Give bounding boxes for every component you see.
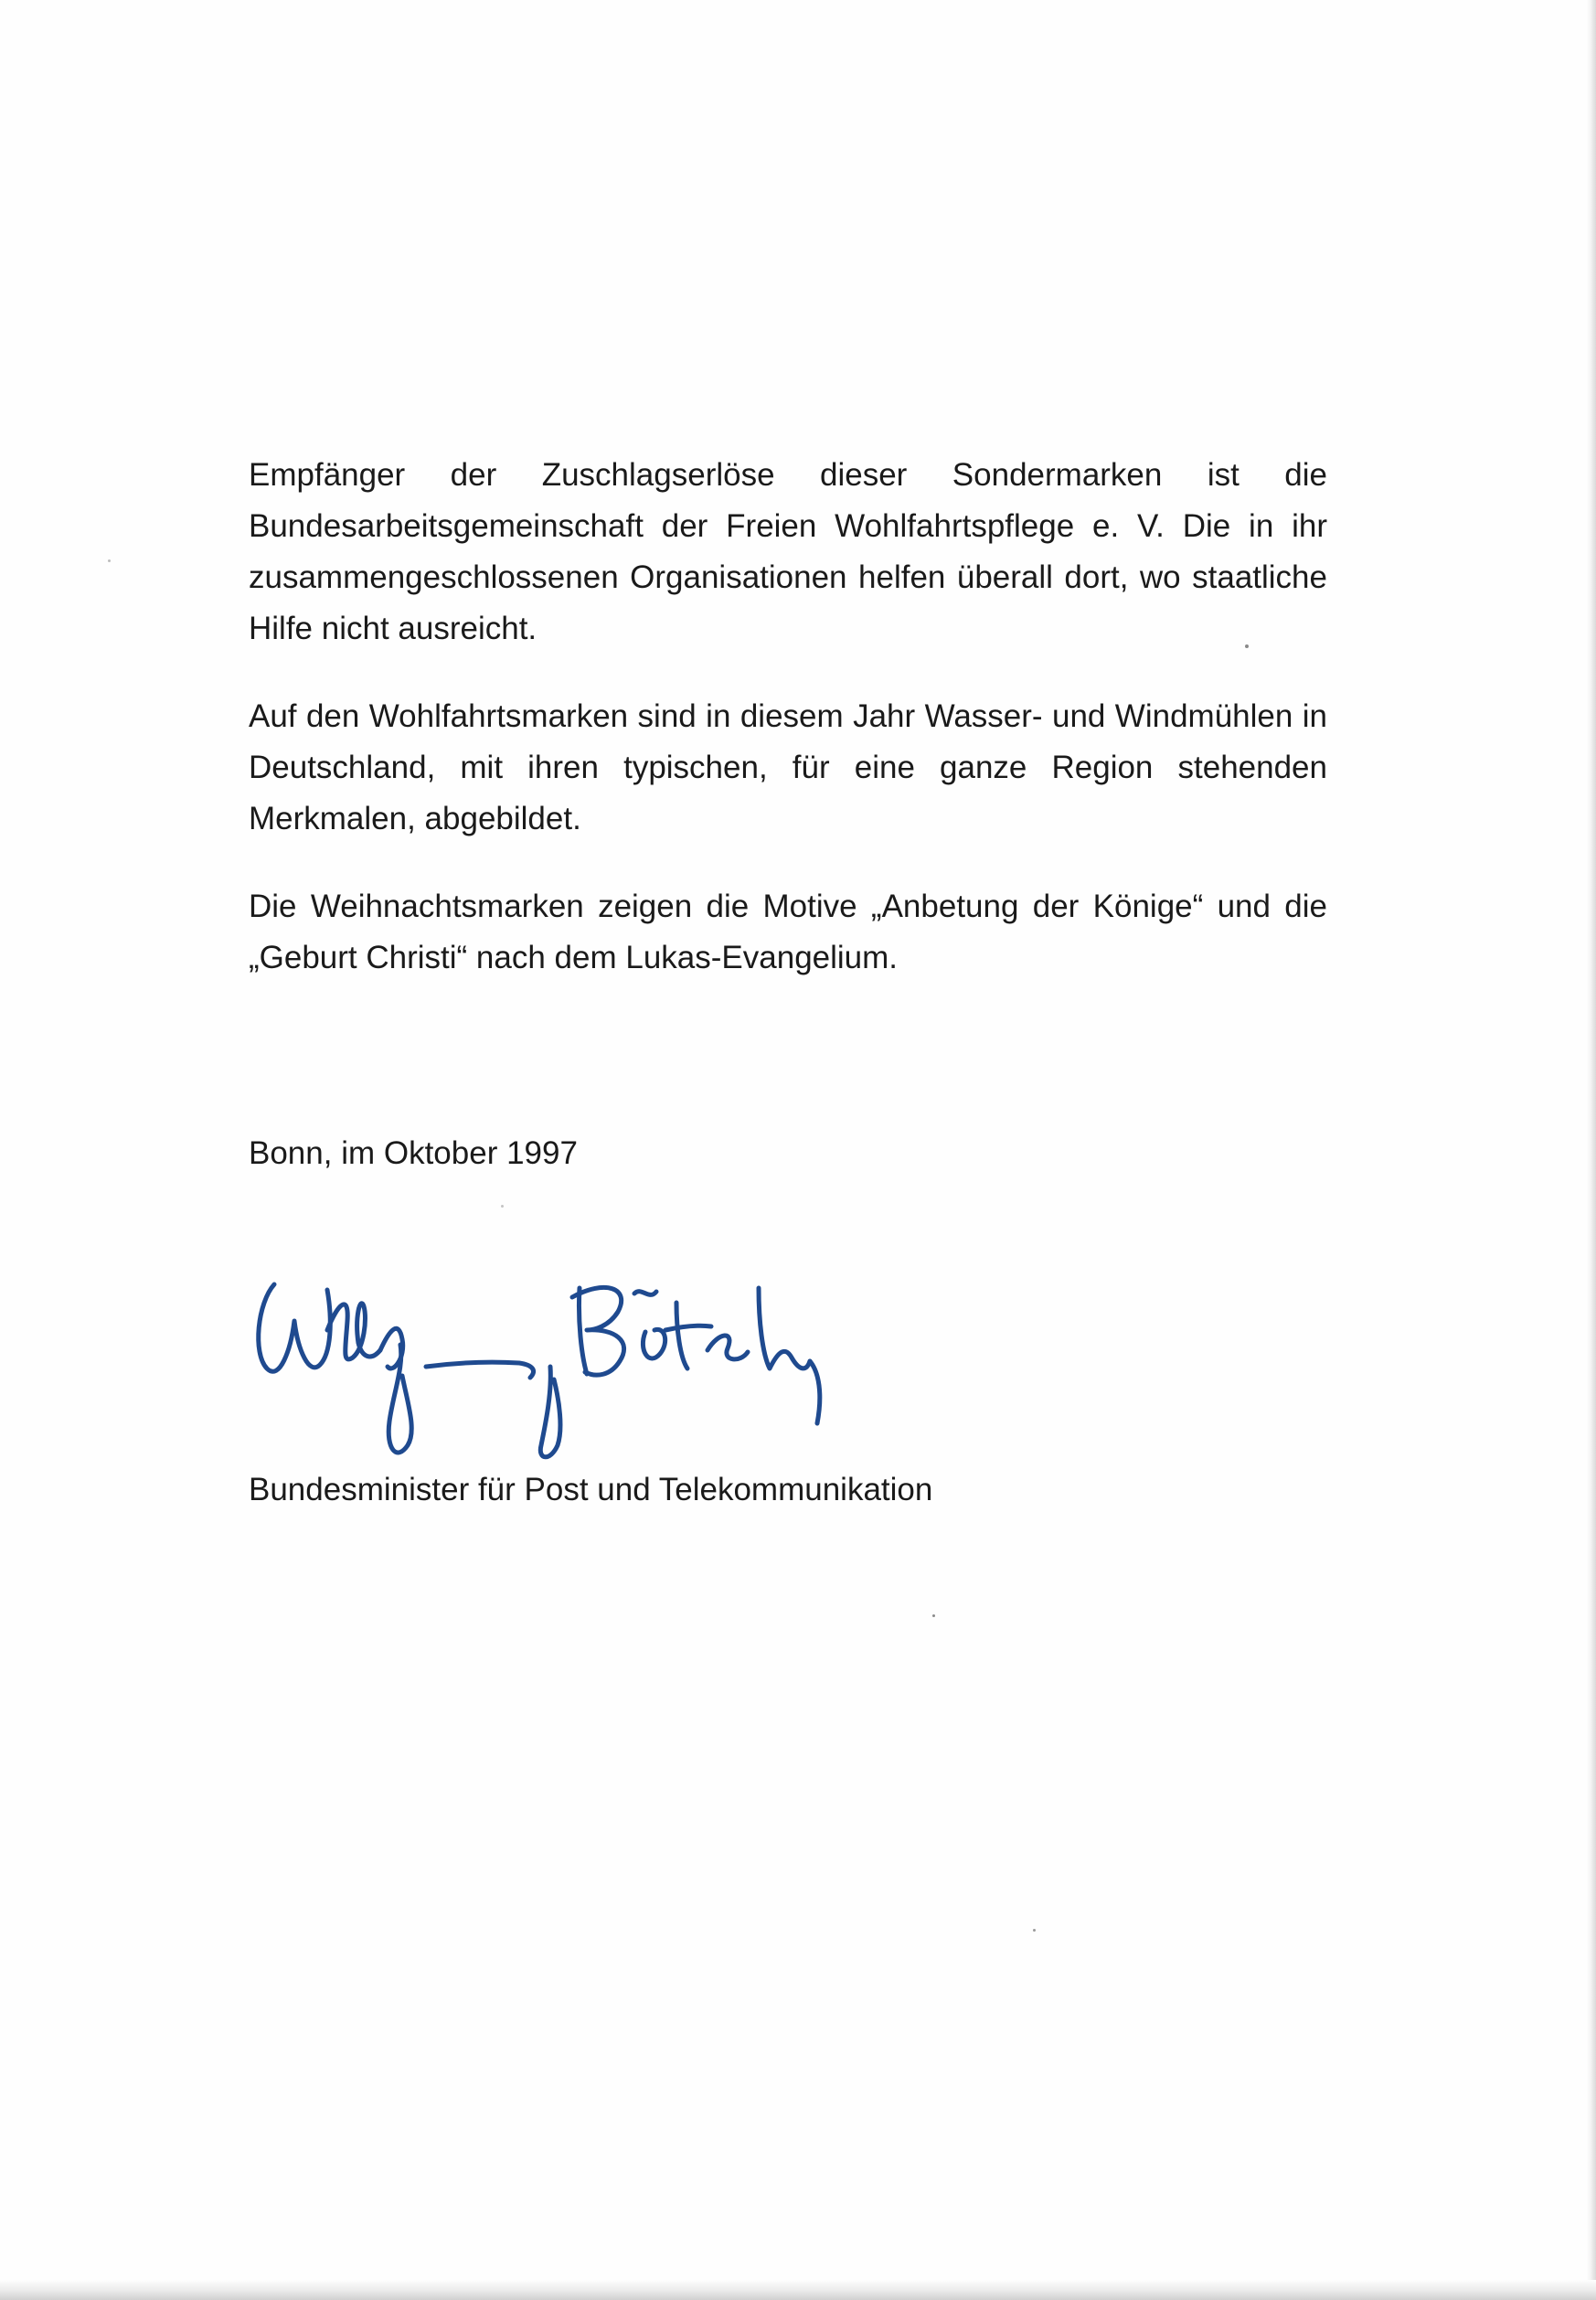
scan-edge-right xyxy=(1587,0,1596,2300)
letter-body xyxy=(249,450,1327,1020)
place-and-date: Bonn, im Oktober 1997 xyxy=(249,1135,578,1171)
scan-edge-bottom xyxy=(0,2280,1596,2300)
scan-speck xyxy=(932,1614,935,1617)
signatory-title: Bundesminister für Post und Telekommunikation xyxy=(249,1472,933,1507)
paragraph-recipient: Empfänger der Zuschlagserlöse dieser Sondermarken ist die Bundesarbeitsgemeinschaft der Freien Wohlfahrtspflege e. V. Die in ihr zusammengeschlossenen Organisationen helfen überall dort, wo staatliche Hilfe nicht ausreicht. xyxy=(249,457,1327,646)
scan-speck xyxy=(108,559,111,562)
handwritten-signature xyxy=(247,1266,832,1467)
scan-speck xyxy=(1033,1929,1036,1932)
scan-speck xyxy=(1245,644,1249,648)
paragraph-welfare-stamps: Auf den Wohlfahrtsmarken sind in diesem Jahr Wasser- und Windmühlen in Deutschland, mit ihren typischen, für eine ganze Region stehenden Merkmalen, abgebildet. xyxy=(249,698,1327,836)
scan-speck xyxy=(501,1205,504,1208)
paragraph-christmas-stamps: Die Weihnachtsmarken zeigen die Motive „Anbetung der Könige“ und die „Geburt Christi“ nach dem Lukas-Evangelium. xyxy=(249,889,1327,975)
